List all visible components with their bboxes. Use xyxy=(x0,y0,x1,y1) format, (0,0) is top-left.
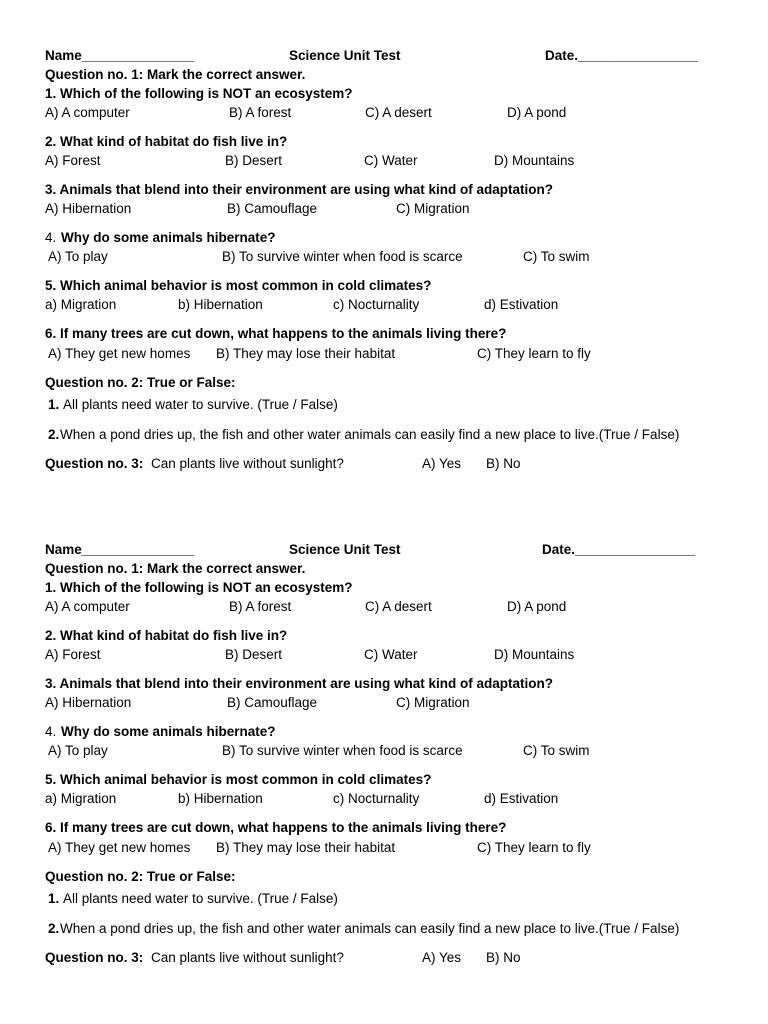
answer-option: B) Camouflage xyxy=(227,695,318,710)
answer-option: d) Estivation xyxy=(484,297,559,312)
answer-option: B) No xyxy=(486,950,521,965)
answer-option: C) To swim xyxy=(523,249,590,264)
answer-option: B) Desert xyxy=(225,153,283,168)
answer-option: B) No xyxy=(486,456,521,471)
answer-option: c) Nocturnality xyxy=(333,791,420,806)
true-false-statement: All plants need water to survive. (True / False) xyxy=(63,397,338,412)
question-1-heading: Question no. 1: Mark the correct answer. xyxy=(45,67,306,82)
answer-option: A) They get new homes xyxy=(48,840,191,855)
statement-number: 2. xyxy=(48,921,60,936)
question-text: 6. If many trees are cut down, what happens to the animals living there? xyxy=(45,820,507,835)
test-sheet xyxy=(0,0,768,480)
answer-option: b) Hibernation xyxy=(178,297,263,312)
answer-option: c) Nocturnality xyxy=(333,297,420,312)
statement-number: 2. xyxy=(48,427,60,442)
answer-option: D) Mountains xyxy=(494,153,575,168)
answer-option: b) Hibernation xyxy=(178,791,263,806)
question-1-heading: Question no. 1: Mark the correct answer. xyxy=(45,561,306,576)
question-2-heading: Question no. 2: True or False: xyxy=(45,375,236,390)
answer-option: B) To survive winter when food is scarce xyxy=(222,743,463,758)
test-sheet xyxy=(0,494,768,974)
question-3-text: Can plants live without sunlight? xyxy=(151,950,344,965)
question-text: 2. What kind of habitat do fish live in? xyxy=(45,628,288,643)
answer-option: B) Desert xyxy=(225,647,283,662)
question-3-label: Question no. 3: xyxy=(45,456,144,471)
true-false-statement: When a pond dries up, the fish and other water animals can easily find a new place to live.(True / False) xyxy=(60,921,680,936)
answer-option: A) Hibernation xyxy=(45,695,132,710)
answer-option: A) They get new homes xyxy=(48,346,191,361)
answer-option: B) Camouflage xyxy=(227,201,318,216)
question-3-label: Question no. 3: xyxy=(45,950,144,965)
answer-option: B) A forest xyxy=(229,599,292,614)
question-text: 1. Which of the following is NOT an ecosystem? xyxy=(45,580,353,595)
question-text: 5. Which animal behavior is most common in cold climates? xyxy=(45,772,432,787)
question-number: 4. xyxy=(45,724,57,739)
answer-option: C) A desert xyxy=(365,599,432,614)
test-title: Science Unit Test xyxy=(289,542,401,557)
true-false-statement: All plants need water to survive. (True / False) xyxy=(63,891,338,906)
question-text: 2. What kind of habitat do fish live in? xyxy=(45,134,288,149)
answer-option: C) They learn to fly xyxy=(477,840,591,855)
answer-option: A) To play xyxy=(48,249,108,264)
answer-option: C) A desert xyxy=(365,105,432,120)
answer-option: D) A pond xyxy=(507,105,567,120)
answer-option: A) Yes xyxy=(422,456,462,471)
answer-option: C) To swim xyxy=(523,743,590,758)
answer-option: a) Migration xyxy=(45,791,117,806)
answer-option: A) Yes xyxy=(422,950,462,965)
answer-option: B) A forest xyxy=(229,105,292,120)
answer-option: A) A computer xyxy=(45,105,130,120)
question-text: 3. Animals that blend into their environment are using what kind of adaptation? xyxy=(45,182,554,197)
statement-number: 1. xyxy=(48,397,60,412)
answer-option: A) Forest xyxy=(45,153,101,168)
answer-option: C) They learn to fly xyxy=(477,346,591,361)
answer-option: D) A pond xyxy=(507,599,567,614)
question-text: Why do some animals hibernate? xyxy=(61,724,276,739)
question-text: 6. If many trees are cut down, what happens to the animals living there? xyxy=(45,326,507,341)
answer-option: A) To play xyxy=(48,743,108,758)
answer-option: C) Migration xyxy=(396,201,470,216)
answer-option: B) To survive winter when food is scarce xyxy=(222,249,463,264)
test-title: Science Unit Test xyxy=(289,48,401,63)
answer-option: A) A computer xyxy=(45,599,130,614)
answer-option: C) Migration xyxy=(396,695,470,710)
date-field: Date.________________ xyxy=(542,542,696,557)
date-field: Date.________________ xyxy=(545,48,699,63)
question-2-heading: Question no. 2: True or False: xyxy=(45,869,236,884)
answer-option: A) Forest xyxy=(45,647,101,662)
answer-option: D) Mountains xyxy=(494,647,575,662)
question-text: 5. Which animal behavior is most common in cold climates? xyxy=(45,278,432,293)
question-text: 1. Which of the following is NOT an ecosystem? xyxy=(45,86,353,101)
answer-option: C) Water xyxy=(364,153,418,168)
answer-option: a) Migration xyxy=(45,297,117,312)
answer-option: B) They may lose their habitat xyxy=(216,840,396,855)
question-number: 4. xyxy=(45,230,57,245)
question-text: Why do some animals hibernate? xyxy=(61,230,276,245)
name-field: Name_______________ xyxy=(45,48,195,63)
answer-option: C) Water xyxy=(364,647,418,662)
answer-option: d) Estivation xyxy=(484,791,559,806)
true-false-statement: When a pond dries up, the fish and other water animals can easily find a new place to live.(True / False) xyxy=(60,427,680,442)
answer-option: A) Hibernation xyxy=(45,201,132,216)
statement-number: 1. xyxy=(48,891,60,906)
name-field: Name_______________ xyxy=(45,542,195,557)
answer-option: B) They may lose their habitat xyxy=(216,346,396,361)
question-text: 3. Animals that blend into their environment are using what kind of adaptation? xyxy=(45,676,554,691)
question-3-text: Can plants live without sunlight? xyxy=(151,456,344,471)
